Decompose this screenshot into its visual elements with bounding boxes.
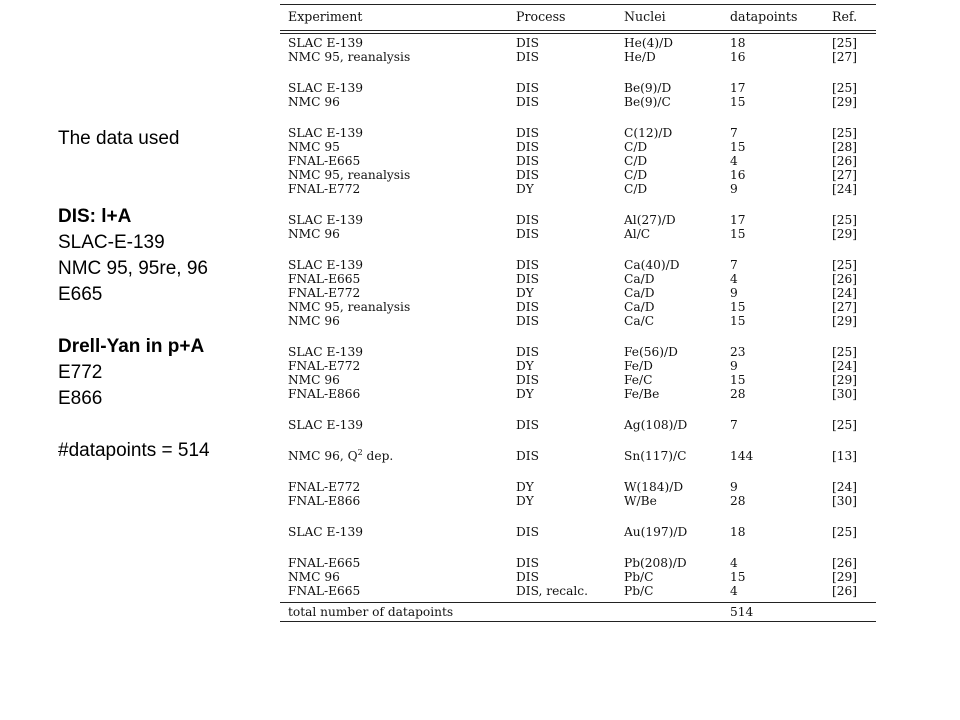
cell-datapoints: 28	[730, 387, 746, 401]
cell-datapoints: 15	[730, 570, 746, 584]
table-row	[280, 449, 876, 463]
table-top-rule	[280, 4, 876, 5]
table-total-row	[280, 605, 876, 619]
table-row	[280, 525, 876, 539]
cell-datapoints: 18	[730, 525, 746, 539]
cell-experiment: NMC 96	[288, 570, 340, 584]
table-row	[280, 314, 876, 328]
table-bottom-rule	[280, 621, 876, 622]
cell-ref: [27]	[832, 50, 858, 64]
cell-datapoints: 7	[730, 126, 738, 140]
table-header-rule	[280, 30, 876, 31]
cell-process: DY	[516, 286, 534, 300]
table-row	[280, 494, 876, 508]
cell-process: DIS	[516, 258, 539, 272]
table-row	[280, 126, 876, 140]
table-row	[280, 556, 876, 570]
cell-process: DIS	[516, 272, 539, 286]
drell-yan-item: E772	[58, 362, 103, 383]
table-header-rule	[280, 33, 876, 34]
cell-nuclei: Ca/D	[624, 300, 655, 314]
cell-nuclei: Ca/D	[624, 286, 655, 300]
cell-nuclei: Be(9)/D	[624, 81, 672, 95]
cell-datapoints: 144	[730, 449, 754, 463]
cell-process: DIS	[516, 418, 539, 432]
total-datapoints: 514	[730, 605, 754, 619]
cell-nuclei: Fe/C	[624, 373, 653, 387]
cell-nuclei: W/Be	[624, 494, 657, 508]
cell-process: DIS	[516, 314, 539, 328]
cell-experiment-text: NMC 96, Q	[288, 449, 358, 463]
cell-datapoints: 7	[730, 258, 738, 272]
dis-item: NMC 95, 95re, 96	[58, 258, 208, 279]
cell-experiment: SLAC E-139	[288, 213, 363, 227]
cell-process: DIS	[516, 81, 539, 95]
table-row	[280, 36, 876, 50]
cell-ref: [24]	[832, 359, 858, 373]
cell-datapoints: 9	[730, 480, 738, 494]
table-row	[280, 300, 876, 314]
cell-experiment: SLAC E-139	[288, 81, 363, 95]
cell-process: DIS	[516, 449, 539, 463]
cell-experiment: NMC 95, reanalysis	[288, 50, 411, 64]
cell-nuclei: C/D	[624, 140, 648, 154]
dis-title: DIS: l+A	[58, 206, 132, 227]
table-row	[280, 140, 876, 154]
cell-ref: [26]	[832, 154, 858, 168]
cell-datapoints: 15	[730, 140, 746, 154]
table-row	[280, 168, 876, 182]
cell-nuclei: Fe/Be	[624, 387, 660, 401]
summary-heading: The data used	[58, 128, 180, 149]
cell-ref: [24]	[832, 182, 858, 196]
cell-experiment: FNAL-E772	[288, 480, 361, 494]
cell-experiment: FNAL-E665	[288, 272, 361, 286]
table-row	[280, 258, 876, 272]
cell-datapoints: 28	[730, 494, 746, 508]
table-row	[280, 213, 876, 227]
cell-ref: [29]	[832, 314, 858, 328]
cell-ref: [29]	[832, 227, 858, 241]
cell-ref: [29]	[832, 95, 858, 109]
cell-experiment: NMC 95	[288, 140, 340, 154]
cell-experiment: NMC 95, reanalysis	[288, 168, 411, 182]
cell-nuclei: Ca/D	[624, 272, 655, 286]
cell-experiment: FNAL-E866	[288, 387, 361, 401]
cell-datapoints: 17	[730, 81, 746, 95]
data-table	[280, 4, 876, 690]
cell-process: DY	[516, 387, 534, 401]
cell-experiment: SLAC E-139	[288, 525, 363, 539]
header-experiment: Experiment	[288, 9, 363, 24]
cell-experiment: NMC 95, reanalysis	[288, 300, 411, 314]
cell-ref: [25]	[832, 81, 858, 95]
cell-ref: [13]	[832, 449, 858, 463]
cell-datapoints: 16	[730, 50, 746, 64]
cell-datapoints: 18	[730, 36, 746, 50]
cell-process: DIS	[516, 140, 539, 154]
table-row	[280, 359, 876, 373]
cell-experiment-suffix: dep.	[362, 449, 394, 463]
table-row	[280, 50, 876, 64]
dis-item: SLAC-E-139	[58, 232, 165, 253]
table-row	[280, 286, 876, 300]
cell-process: DY	[516, 182, 534, 196]
cell-experiment: NMC 96	[288, 95, 340, 109]
cell-datapoints: 9	[730, 286, 738, 300]
cell-process: DIS	[516, 345, 539, 359]
cell-experiment: SLAC E-139	[288, 258, 363, 272]
cell-datapoints: 4	[730, 154, 738, 168]
cell-experiment: FNAL-E665	[288, 556, 361, 570]
cell-process: DIS	[516, 213, 539, 227]
cell-process: DIS	[516, 168, 539, 182]
cell-experiment: SLAC E-139	[288, 418, 363, 432]
cell-datapoints: 15	[730, 300, 746, 314]
cell-process: DIS	[516, 126, 539, 140]
header-process: Process	[516, 9, 566, 24]
header-nuclei: Nuclei	[624, 9, 666, 24]
total-label: total number of datapoints	[288, 605, 454, 619]
cell-ref: [25]	[832, 126, 858, 140]
cell-process: DIS	[516, 570, 539, 584]
cell-process: DY	[516, 480, 534, 494]
cell-process: DIS	[516, 227, 539, 241]
table-row	[280, 570, 876, 584]
table-row	[280, 95, 876, 109]
cell-experiment: SLAC E-139	[288, 126, 363, 140]
table-row	[280, 182, 876, 196]
cell-ref: [25]	[832, 345, 858, 359]
cell-ref: [26]	[832, 584, 858, 598]
drell-yan-title: Drell-Yan in p+A	[58, 336, 205, 357]
cell-nuclei: Sn(117)/C	[624, 449, 687, 463]
cell-nuclei: C/D	[624, 168, 648, 182]
cell-experiment: SLAC E-139	[288, 36, 363, 50]
table-row	[280, 480, 876, 494]
cell-experiment: NMC 96	[288, 373, 340, 387]
cell-datapoints: 17	[730, 213, 746, 227]
cell-datapoints: 16	[730, 168, 746, 182]
cell-datapoints: 23	[730, 345, 746, 359]
cell-nuclei: Pb/C	[624, 584, 654, 598]
cell-ref: [30]	[832, 387, 858, 401]
spacer	[58, 152, 258, 204]
cell-nuclei: Pb/C	[624, 570, 654, 584]
cell-nuclei: Be(9)/C	[624, 95, 671, 109]
cell-ref: [25]	[832, 213, 858, 227]
cell-nuclei: Al/C	[624, 227, 651, 241]
cell-ref: [28]	[832, 140, 858, 154]
drell-yan-item: E866	[58, 388, 103, 409]
table-row	[280, 345, 876, 359]
cell-nuclei: W(184)/D	[624, 480, 684, 494]
cell-process: DIS	[516, 36, 539, 50]
cell-datapoints: 4	[730, 272, 738, 286]
cell-ref: [26]	[832, 272, 858, 286]
cell-nuclei: Al(27)/D	[624, 213, 676, 227]
cell-experiment: FNAL-E665	[288, 584, 361, 598]
cell-datapoints: 9	[730, 182, 738, 196]
cell-ref: [27]	[832, 168, 858, 182]
cell-ref: [25]	[832, 418, 858, 432]
cell-experiment: FNAL-E665	[288, 154, 361, 168]
cell-ref: [27]	[832, 300, 858, 314]
cell-ref: [24]	[832, 286, 858, 300]
cell-nuclei: C(12)/D	[624, 126, 673, 140]
cell-nuclei: Au(197)/D	[624, 525, 688, 539]
cell-datapoints: 15	[730, 314, 746, 328]
cell-experiment: NMC 96	[288, 227, 340, 241]
table-row	[280, 387, 876, 401]
datapoints-summary: #datapoints = 514	[58, 440, 210, 461]
cell-ref: [30]	[832, 494, 858, 508]
table-row	[280, 154, 876, 168]
cell-datapoints: 15	[730, 373, 746, 387]
cell-process: DY	[516, 494, 534, 508]
cell-nuclei: C/D	[624, 154, 648, 168]
cell-nuclei: He/D	[624, 50, 656, 64]
cell-experiment: SLAC E-139	[288, 345, 363, 359]
cell-experiment	[288, 449, 393, 463]
cell-experiment: FNAL-E866	[288, 494, 361, 508]
cell-experiment: FNAL-E772	[288, 286, 361, 300]
cell-ref: [29]	[832, 373, 858, 387]
table-row	[280, 418, 876, 432]
cell-ref: [29]	[832, 570, 858, 584]
cell-ref: [24]	[832, 480, 858, 494]
cell-ref: [25]	[832, 258, 858, 272]
cell-process: DIS	[516, 525, 539, 539]
cell-process: DIS	[516, 300, 539, 314]
header-datapoints: datapoints	[730, 9, 798, 24]
cell-datapoints: 4	[730, 584, 738, 598]
dis-item: E665	[58, 284, 103, 305]
cell-nuclei: Fe/D	[624, 359, 653, 373]
cell-experiment: FNAL-E772	[288, 359, 361, 373]
cell-experiment: FNAL-E772	[288, 182, 361, 196]
cell-nuclei: Ag(108)/D	[624, 418, 688, 432]
spacer	[58, 412, 258, 438]
cell-datapoints: 7	[730, 418, 738, 432]
cell-ref: [26]	[832, 556, 858, 570]
header-ref: Ref.	[832, 9, 858, 24]
cell-process: DIS	[516, 154, 539, 168]
cell-datapoints: 9	[730, 359, 738, 373]
table-row	[280, 227, 876, 241]
cell-process: DIS	[516, 373, 539, 387]
cell-process: DIS	[516, 556, 539, 570]
cell-experiment-superscript: 2	[357, 448, 363, 457]
cell-nuclei: Ca/C	[624, 314, 655, 328]
table-total-rule	[280, 602, 876, 603]
cell-nuclei: Ca(40)/D	[624, 258, 680, 272]
spacer	[58, 308, 258, 334]
cell-datapoints: 15	[730, 227, 746, 241]
cell-process: DIS	[516, 95, 539, 109]
table-row	[280, 584, 876, 598]
cell-ref: [25]	[832, 36, 858, 50]
summary-panel	[58, 126, 258, 464]
cell-nuclei: Pb(208)/D	[624, 556, 687, 570]
cell-nuclei: C/D	[624, 182, 648, 196]
cell-process: DY	[516, 359, 534, 373]
cell-ref: [25]	[832, 525, 858, 539]
cell-process: DIS, recalc.	[516, 584, 588, 598]
cell-experiment: NMC 96	[288, 314, 340, 328]
cell-process: DIS	[516, 50, 539, 64]
table-row	[280, 373, 876, 387]
table-header-row	[280, 10, 876, 24]
table-row	[280, 81, 876, 95]
cell-nuclei: Fe(56)/D	[624, 345, 678, 359]
cell-nuclei: He(4)/D	[624, 36, 673, 50]
table-row	[280, 272, 876, 286]
cell-datapoints: 15	[730, 95, 746, 109]
cell-datapoints: 4	[730, 556, 738, 570]
